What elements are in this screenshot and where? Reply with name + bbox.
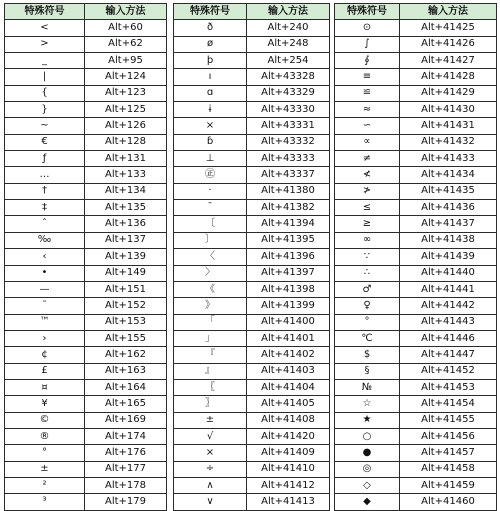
table-row <box>5 265 167 281</box>
table-row <box>335 134 497 150</box>
input-method-cell: Alt+41426 <box>400 36 497 52</box>
input-method-cell: Alt+41412 <box>247 477 330 493</box>
symbol-cell: ˆ <box>5 216 85 232</box>
table-row <box>335 200 497 216</box>
symbol-cell: ≥ <box>335 216 400 232</box>
table-row <box>335 412 497 428</box>
symbol-cell: 》 <box>174 298 247 314</box>
table-row <box>174 477 330 493</box>
header-method: 输入方法 <box>400 4 497 20</box>
symbol-cell: ≮ <box>335 167 400 183</box>
table-row <box>335 330 497 346</box>
symbol-cell: × <box>174 445 247 461</box>
input-method-cell: Alt+41456 <box>400 428 497 444</box>
table-row <box>5 281 167 297</box>
symbol-cell: ± <box>5 461 85 477</box>
table-row <box>174 134 330 150</box>
input-method-cell: Alt+41440 <box>400 265 497 281</box>
table-row <box>174 232 330 248</box>
symbol-cell: 』 <box>174 363 247 379</box>
input-method-cell: Alt+169 <box>85 412 167 428</box>
symbol-cell: _ <box>5 53 85 69</box>
input-method-cell: Alt+137 <box>85 232 167 248</box>
input-method-cell: Alt+41403 <box>247 363 330 379</box>
symbol-cell: ¢ <box>5 347 85 363</box>
input-method-cell: Alt+41399 <box>247 298 330 314</box>
symbol-cell: ∵ <box>335 249 400 265</box>
table-row <box>174 36 330 52</box>
table-row <box>174 151 330 167</box>
symbol-cell: ◎ <box>335 461 400 477</box>
input-method-cell: Alt+41429 <box>400 85 497 101</box>
input-method-cell: Alt+178 <box>85 477 167 493</box>
input-method-cell: Alt+41432 <box>400 134 497 150</box>
symbol-cell: ≌ <box>335 85 400 101</box>
input-method-cell: Alt+41409 <box>247 445 330 461</box>
input-method-cell: Alt+43331 <box>247 118 330 134</box>
symbol-cell: ø <box>174 36 247 52</box>
table-row <box>174 20 330 36</box>
symbol-cell: $ <box>335 347 400 363</box>
table-row <box>174 412 330 428</box>
symbol-cell: ≡ <box>335 69 400 85</box>
input-method-cell: Alt+41408 <box>247 412 330 428</box>
table-row <box>5 379 167 395</box>
input-method-cell: Alt+41453 <box>400 379 497 395</box>
table-row <box>174 53 330 69</box>
table-row <box>5 461 167 477</box>
symbol-cell: ÷ <box>174 461 247 477</box>
symbol-cell: … <box>5 167 85 183</box>
input-method-cell: Alt+128 <box>85 134 167 150</box>
symbol-cell: £ <box>5 363 85 379</box>
table-row <box>5 102 167 118</box>
symbol-cell: € <box>5 134 85 150</box>
symbol-cell: ‹ <box>5 249 85 265</box>
input-method-cell: Alt+41427 <box>400 53 497 69</box>
table-row <box>335 69 497 85</box>
input-method-cell: Alt+41460 <box>400 494 497 510</box>
symbol-cell: 〖 <box>174 379 247 395</box>
input-method-cell: Alt+126 <box>85 118 167 134</box>
header-symbol: 特殊符号 <box>5 4 85 20</box>
table-row <box>5 298 167 314</box>
table-row <box>5 428 167 444</box>
header-method: 输入方法 <box>247 4 330 20</box>
input-method-cell: Alt+41382 <box>247 200 330 216</box>
input-method-cell: Alt+174 <box>85 428 167 444</box>
input-method-cell: Alt+43330 <box>247 102 330 118</box>
symbol-cell: ○ <box>335 428 400 444</box>
input-method-cell: Alt+152 <box>85 298 167 314</box>
symbol-cell: × <box>174 118 247 134</box>
table-row <box>335 36 497 52</box>
input-method-cell: Alt+41447 <box>400 347 497 363</box>
symbol-cell: ∝ <box>335 134 400 150</box>
input-method-cell: Alt+43329 <box>247 85 330 101</box>
input-method-cell: Alt+41413 <box>247 494 330 510</box>
table-row <box>335 265 497 281</box>
input-method-cell: Alt+41401 <box>247 330 330 346</box>
table-row <box>335 53 497 69</box>
input-method-cell: Alt+41442 <box>400 298 497 314</box>
symbol-cell: ∧ <box>174 477 247 493</box>
table-row <box>174 85 330 101</box>
input-method-cell: Alt+41438 <box>400 232 497 248</box>
symbol-cell: 「 <box>174 314 247 330</box>
input-method-cell: Alt+43332 <box>247 134 330 150</box>
symbol-cell: ≯ <box>335 183 400 199</box>
table-row <box>174 396 330 412</box>
input-method-cell: Alt+153 <box>85 314 167 330</box>
symbol-cell: 〕 <box>174 232 247 248</box>
table-row <box>335 477 497 493</box>
input-method-cell: Alt+41458 <box>400 461 497 477</box>
input-method-cell: Alt+41457 <box>400 445 497 461</box>
table-row <box>335 494 497 510</box>
table-row <box>174 347 330 363</box>
input-method-cell: Alt+133 <box>85 167 167 183</box>
symbol-cell: ♂ <box>335 281 400 297</box>
table-row <box>335 347 497 363</box>
table-row <box>335 396 497 412</box>
table-row <box>335 363 497 379</box>
symbol-cell: ∞ <box>335 232 400 248</box>
symbol-cell: ‰ <box>5 232 85 248</box>
table-row <box>5 396 167 412</box>
input-method-cell: Alt+179 <box>85 494 167 510</box>
input-method-cell: Alt+41402 <box>247 347 330 363</box>
symbol-table-1 <box>4 3 167 511</box>
symbol-cell: † <box>5 183 85 199</box>
symbol-cell: — <box>5 281 85 297</box>
header-row <box>335 4 497 20</box>
table-row <box>5 494 167 510</box>
symbol-cell: 〉 <box>174 265 247 281</box>
table-row <box>335 151 497 167</box>
table-row <box>174 428 330 444</box>
input-method-cell: Alt+41446 <box>400 330 497 346</box>
table-row <box>5 363 167 379</box>
input-method-cell: Alt+41405 <box>247 396 330 412</box>
symbol-cell: ‡ <box>5 200 85 216</box>
symbol-cell: < <box>5 20 85 36</box>
table-row <box>5 134 167 150</box>
input-method-cell: Alt+177 <box>85 461 167 477</box>
table-row <box>335 85 497 101</box>
symbol-table-2 <box>173 3 330 511</box>
symbol-cell: ⊙ <box>335 20 400 36</box>
symbol-cell: ◇ <box>335 477 400 493</box>
symbol-cell: ㊣ <box>174 167 247 183</box>
symbol-cell: ™ <box>5 314 85 330</box>
symbol-cell: • <box>5 265 85 281</box>
table-row <box>335 461 497 477</box>
table-row <box>174 445 330 461</box>
symbol-cell: ı <box>174 69 247 85</box>
table-row <box>335 379 497 395</box>
table-row <box>335 428 497 444</box>
table-row <box>335 118 497 134</box>
input-method-cell: Alt+41425 <box>400 20 497 36</box>
symbol-cell: № <box>335 379 400 395</box>
table-row <box>174 494 330 510</box>
input-method-cell: Alt+41398 <box>247 281 330 297</box>
table-row <box>5 445 167 461</box>
symbol-cell: ³ <box>5 494 85 510</box>
table-row <box>5 36 167 52</box>
table-row <box>5 53 167 69</box>
input-method-cell: Alt+43328 <box>247 69 330 85</box>
input-method-cell: Alt+41443 <box>400 314 497 330</box>
input-method-cell: Alt+41435 <box>400 183 497 199</box>
symbol-cell: } <box>5 102 85 118</box>
table-row <box>174 281 330 297</box>
symbol-cell: ° <box>5 445 85 461</box>
input-method-cell: Alt+131 <box>85 151 167 167</box>
input-method-cell: Alt+41439 <box>400 249 497 265</box>
table-row <box>335 20 497 36</box>
table-row <box>174 69 330 85</box>
input-method-cell: Alt+151 <box>85 281 167 297</box>
symbol-cell: ◆ <box>335 494 400 510</box>
input-method-cell: Alt+41380 <box>247 183 330 199</box>
input-method-cell: Alt+41400 <box>247 314 330 330</box>
input-method-cell: Alt+41404 <box>247 379 330 395</box>
symbol-cell: ɓ <box>174 134 247 150</box>
symbol-cell: § <box>335 363 400 379</box>
symbol-cell: ∽ <box>335 118 400 134</box>
input-method-cell: Alt+164 <box>85 379 167 395</box>
symbol-cell: ~ <box>5 118 85 134</box>
table-row <box>174 379 330 395</box>
input-method-cell: Alt+163 <box>85 363 167 379</box>
table-row <box>174 330 330 346</box>
input-method-cell: Alt+43337 <box>247 167 330 183</box>
table-row <box>5 151 167 167</box>
symbol-cell: ɑ <box>174 85 247 101</box>
symbol-cell: ● <box>335 445 400 461</box>
input-method-cell: Alt+43333 <box>247 151 330 167</box>
input-method-cell: Alt+124 <box>85 69 167 85</box>
table-row <box>335 249 497 265</box>
symbol-cell: þ <box>174 53 247 69</box>
input-method-cell: Alt+125 <box>85 102 167 118</box>
symbol-cell: ° <box>335 314 400 330</box>
input-method-cell: Alt+41431 <box>400 118 497 134</box>
symbol-cell: | <box>5 69 85 85</box>
symbol-cell: · <box>174 183 247 199</box>
table-row <box>5 249 167 265</box>
input-method-cell: Alt+95 <box>85 53 167 69</box>
table-row <box>174 102 330 118</box>
symbol-cell: ∮ <box>335 53 400 69</box>
table-row <box>335 298 497 314</box>
table-row <box>5 330 167 346</box>
symbol-cell: √ <box>174 428 247 444</box>
table-row <box>174 200 330 216</box>
symbol-cell: ¥ <box>5 396 85 412</box>
table-row <box>5 216 167 232</box>
symbol-cell: © <box>5 412 85 428</box>
symbol-cell: ɨ <box>174 102 247 118</box>
input-method-cell: Alt+176 <box>85 445 167 461</box>
symbol-cell: > <box>5 36 85 52</box>
header-row <box>174 4 330 20</box>
symbol-cell: ℃ <box>335 330 400 346</box>
symbol-cell: ± <box>174 412 247 428</box>
symbol-cell: ² <box>5 477 85 493</box>
symbol-cell: 〔 <box>174 216 247 232</box>
input-method-cell: Alt+41397 <box>247 265 330 281</box>
symbol-cell: ƒ <box>5 151 85 167</box>
table-row <box>335 314 497 330</box>
input-method-cell: Alt+254 <box>247 53 330 69</box>
input-method-cell: Alt+41420 <box>247 428 330 444</box>
input-method-cell: Alt+136 <box>85 216 167 232</box>
input-method-cell: Alt+240 <box>247 20 330 36</box>
symbol-table-3 <box>334 3 497 511</box>
input-method-cell: Alt+165 <box>85 396 167 412</box>
table-row <box>5 20 167 36</box>
input-method-cell: Alt+41452 <box>400 363 497 379</box>
symbol-cell: ð <box>174 20 247 36</box>
table-row <box>5 85 167 101</box>
symbol-cell: 《 <box>174 281 247 297</box>
input-method-cell: Alt+134 <box>85 183 167 199</box>
table-row <box>335 281 497 297</box>
symbol-cell: › <box>5 330 85 346</box>
input-method-cell: Alt+41428 <box>400 69 497 85</box>
table-row <box>174 118 330 134</box>
symbol-cell: ˉ <box>174 200 247 216</box>
input-method-cell: Alt+41396 <box>247 249 330 265</box>
input-method-cell: Alt+60 <box>85 20 167 36</box>
table-row <box>174 298 330 314</box>
symbol-cell: ★ <box>335 412 400 428</box>
table-row <box>174 363 330 379</box>
table-row <box>5 69 167 85</box>
table-row <box>5 200 167 216</box>
table-row <box>5 118 167 134</box>
header-method: 输入方法 <box>85 4 167 20</box>
input-method-cell: Alt+123 <box>85 85 167 101</box>
table-row <box>5 314 167 330</box>
input-method-cell: Alt+41434 <box>400 167 497 183</box>
table-row <box>174 461 330 477</box>
input-method-cell: Alt+135 <box>85 200 167 216</box>
input-method-cell: Alt+41410 <box>247 461 330 477</box>
table-row <box>335 183 497 199</box>
symbol-cell: ≠ <box>335 151 400 167</box>
symbol-cell: ≈ <box>335 102 400 118</box>
symbol-cell: ˜ <box>5 298 85 314</box>
input-method-cell: Alt+41437 <box>400 216 497 232</box>
symbol-cell: ♀ <box>335 298 400 314</box>
input-method-cell: Alt+41394 <box>247 216 330 232</box>
table-row <box>174 183 330 199</box>
input-method-cell: Alt+41454 <box>400 396 497 412</box>
table-row <box>5 412 167 428</box>
table-row <box>335 102 497 118</box>
table-row <box>174 314 330 330</box>
symbol-cell: ® <box>5 428 85 444</box>
symbol-cell: 『 <box>174 347 247 363</box>
input-method-cell: Alt+41395 <box>247 232 330 248</box>
table-row <box>174 249 330 265</box>
table-row <box>5 183 167 199</box>
header-row <box>5 4 167 20</box>
header-symbol: 特殊符号 <box>335 4 400 20</box>
header-symbol: 特殊符号 <box>174 4 247 20</box>
symbol-cell: ¤ <box>5 379 85 395</box>
symbol-cell: 」 <box>174 330 247 346</box>
input-method-cell: Alt+139 <box>85 249 167 265</box>
input-method-cell: Alt+62 <box>85 36 167 52</box>
input-method-cell: Alt+155 <box>85 330 167 346</box>
symbol-cell: ∫ <box>335 36 400 52</box>
input-method-cell: Alt+41459 <box>400 477 497 493</box>
table-row <box>174 216 330 232</box>
table-row <box>5 347 167 363</box>
input-method-cell: Alt+41433 <box>400 151 497 167</box>
table-row <box>335 167 497 183</box>
table-row <box>335 216 497 232</box>
table-row <box>335 232 497 248</box>
input-method-cell: Alt+41436 <box>400 200 497 216</box>
input-method-cell: Alt+41441 <box>400 281 497 297</box>
symbol-cell: ⊥ <box>174 151 247 167</box>
input-method-cell: Alt+41455 <box>400 412 497 428</box>
symbol-cell: ≤ <box>335 200 400 216</box>
table-row <box>5 167 167 183</box>
symbol-cell: 〈 <box>174 249 247 265</box>
input-method-cell: Alt+149 <box>85 265 167 281</box>
input-method-cell: Alt+248 <box>247 36 330 52</box>
symbol-cell: { <box>5 85 85 101</box>
symbol-cell: 〗 <box>174 396 247 412</box>
input-method-cell: Alt+41430 <box>400 102 497 118</box>
symbol-cell: ∴ <box>335 265 400 281</box>
table-row <box>335 445 497 461</box>
symbol-cell: ☆ <box>335 396 400 412</box>
table-row <box>174 265 330 281</box>
input-method-cell: Alt+162 <box>85 347 167 363</box>
table-row <box>174 167 330 183</box>
symbol-cell: ∨ <box>174 494 247 510</box>
table-row <box>5 232 167 248</box>
table-row <box>5 477 167 493</box>
